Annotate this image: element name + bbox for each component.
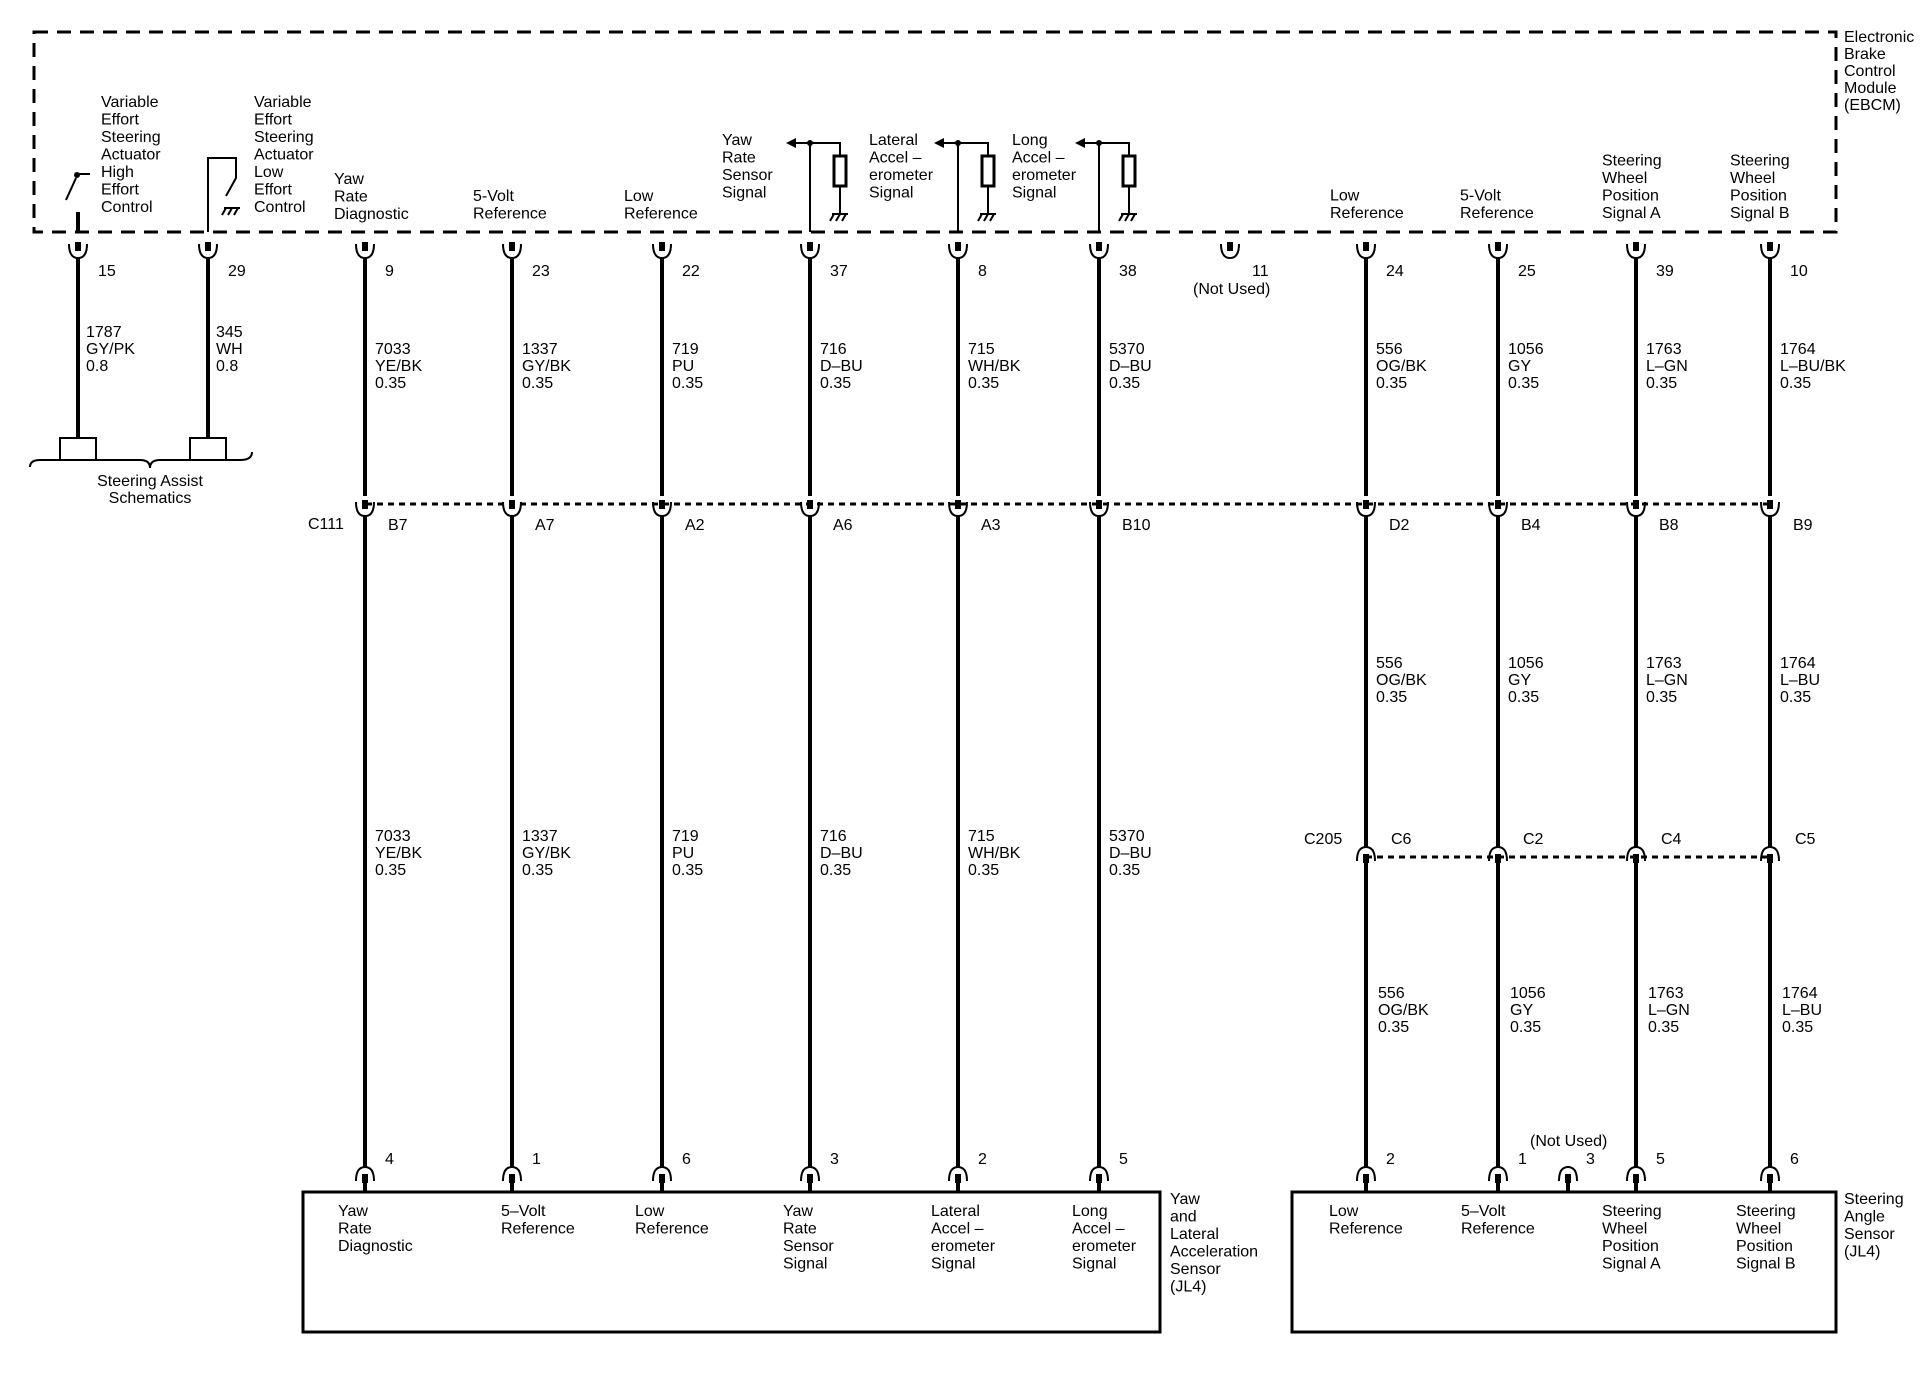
sensor-pin-label: Reference [635,1220,709,1238]
steering-assist-circuit-label: Effort [254,111,292,129]
sensor-pin-label: Signal [931,1255,976,1273]
sensor-pin-label: erometer [931,1238,996,1255]
wire-color: OG/BK [1378,1002,1429,1019]
c111-cup-stub [1495,500,1501,509]
wire-gauge: 0.35 [1780,689,1812,706]
wire-circuit-number: 556 [1378,985,1405,1002]
ebcm-pin-label: erometer [1012,167,1077,184]
sensor-pin-label: 5–Volt [1461,1203,1506,1220]
pin-number: 37 [830,263,848,280]
c205-cup-stub [1767,854,1773,863]
ebcm-name-label: Module [1844,80,1897,97]
c205-pin-number: C5 [1795,831,1816,848]
pin-cup-stub [955,242,961,251]
ebcm-pin-label: Lateral [869,132,918,149]
signal-feed [1081,143,1099,232]
pin-number: 23 [532,263,550,280]
ebcm-pin-label: Low [624,188,654,205]
unused-pin-number: 3 [1586,1151,1595,1168]
ebcm-pin-label: Rate [722,149,756,167]
signal-arrow [934,138,944,148]
wire-circuit-number: 1764 [1780,341,1816,358]
resistor [1123,156,1135,186]
wire-circuit-number: 5370 [1109,341,1145,358]
pin-number: 25 [1518,263,1536,280]
ebcm-pin-label: 5-Volt [473,188,514,205]
ebcm-pin-label: Steering [1730,152,1790,170]
sensor-pin-label: Lateral [931,1203,980,1220]
c111-pin-number: A6 [833,517,853,534]
c111-cup-stub [1363,500,1369,509]
sensor-pin-label: Accel – [1072,1220,1125,1238]
sensor-pin-label: Position [1602,1238,1659,1255]
c111-pin-number: D2 [1389,517,1410,534]
c111-label: C111 [308,516,344,533]
ebcm-name-label: (EBCM) [1844,97,1901,114]
pin-cup-stub [1363,242,1369,251]
sensor-pin-number: 1 [532,1151,541,1168]
wire-circuit-number: 1763 [1646,341,1682,358]
ebcm-pin-label: Signal [1012,184,1057,202]
yaw-sensor-name: Yaw [1170,1191,1200,1208]
c111-pin-number: B8 [1659,517,1679,534]
sensor-pin-label: Steering [1736,1203,1796,1220]
ebcm-pin-label: Long [1012,132,1048,149]
steering-assist-circuit-label: Variable [101,94,159,111]
sensor-pin-cup-stub [1633,1174,1639,1183]
wire-color: YE/BK [375,845,423,862]
sensor-pin-cup-stub [1767,1174,1773,1183]
sensor-pin-label: Signal [1072,1255,1117,1273]
wire-circuit-number: 715 [968,828,995,845]
c111-pin-number: A7 [535,517,555,534]
sensor-pin-number: 2 [978,1151,987,1168]
sensor-pin-cup-stub [955,1174,961,1183]
sensor-pin-label: Wheel [1736,1220,1782,1238]
pin-cup-stub [509,242,515,251]
wire-circuit-number: 5370 [1109,828,1145,845]
resistor-lead [810,143,840,156]
sensor-pin-label: Signal [783,1255,828,1273]
steering-assist-label: Schematics [108,490,192,507]
pin-number: 24 [1386,263,1404,280]
sensor-pin-label: Reference [1461,1220,1535,1238]
unused-pin-label: (Not Used) [1530,1133,1608,1150]
wire-circuit-number: 1764 [1780,655,1816,672]
wire-color: D–BU [1109,845,1152,862]
ebcm-pin-label: Reference [624,205,698,223]
yaw-sensor-name: Acceleration [1170,1243,1259,1261]
signal-arrow [1075,138,1085,148]
sensor-pin-cup-stub [509,1174,515,1183]
wire-gauge: 0.35 [672,862,704,879]
yaw-sensor-name: (JL4) [1170,1278,1207,1296]
sensor-pin-number: 2 [1386,1151,1395,1168]
c205-label: C205 [1304,831,1343,848]
wire-color: PU [672,845,695,862]
wire-gauge: 0.35 [1508,689,1540,706]
sensor-pin-label: Long [1072,1203,1108,1220]
c111-cup-stub [955,500,961,509]
pin-cup-stub [807,242,813,251]
c111-cup-stub [1633,500,1639,509]
sensor-pin-label: Signal B [1736,1255,1796,1273]
ground-symbol-hatch [978,214,982,221]
wire-gauge: 0.35 [1109,862,1141,879]
dynamic-layer [60,29,1914,1296]
steering-sensor-name: Sensor [1844,1226,1895,1243]
sensor-pin-label: Reference [1329,1220,1403,1238]
ebcm-pin-label: 5-Volt [1460,187,1501,205]
ebcm-pin-label: Reference [1330,205,1404,222]
steering-sensor-name: Steering [1844,1191,1904,1208]
c205-cup-stub [1495,854,1501,863]
wire-circuit-number: 719 [672,828,699,845]
sensor-pin-label: 5–Volt [501,1203,546,1220]
steering-assist-circuit-label: High [101,164,134,181]
ebcm-pin-label: Low [1330,187,1360,205]
wire-circuit-number: 556 [1376,341,1403,358]
steering-assist-circuit-label: Variable [254,94,312,111]
pin-cup-stub [1495,242,1501,251]
sensor-pin-number: 5 [1119,1151,1128,1168]
signal-arrow [786,138,796,148]
wire-circuit-number: 556 [1376,655,1403,672]
wire-gauge: 0.35 [1780,375,1812,392]
sensor-pin-number: 1 [1518,1151,1527,1168]
wire-color: PU [672,358,695,375]
ebcm-pin-label: Reference [473,205,547,223]
ebcm-pin-label: Accel – [1012,149,1065,167]
c111-pin-number: B7 [388,517,408,534]
signal-feed [792,143,810,232]
wire-circuit-number: 1056 [1508,655,1544,672]
c111-cup-stub [509,500,515,509]
wire-color: D–BU [820,358,863,375]
wire-circuit-number: 716 [820,341,847,358]
pin-cup-stub [75,242,81,251]
sensor-pin-number: 6 [682,1151,691,1168]
wire-circuit-number: 1787 [86,324,122,341]
ebcm-pin-label: erometer [869,167,934,184]
ground-symbol-hatch [990,214,994,221]
wire-circuit-number: 1763 [1648,985,1684,1002]
steering-assist-circuit-label: Steering [101,129,161,146]
pin-number: 8 [978,263,987,280]
yaw-sensor-name: and [1170,1208,1197,1226]
pin-number: 29 [228,263,246,280]
resistor [834,156,846,186]
sensor-pin-label: Steering [1602,1203,1662,1220]
wire-gauge: 0.35 [522,375,554,392]
pin-cup-stub [1633,242,1639,251]
steering-assist-label: Steering Assist [97,473,203,490]
steering-assist-circuit-label: Steering [254,129,314,146]
ebcm-pin-label: Position [1602,187,1659,205]
wire-color: L–GN [1646,358,1688,375]
ebcm-pin-label: Reference [1460,205,1534,222]
wire-circuit-number: 1056 [1508,341,1544,358]
wire-circuit-number: 1764 [1782,985,1818,1002]
switch-arm [66,178,76,200]
wire-circuit-number: 7033 [375,828,411,845]
sensor-pin-number: 3 [830,1151,839,1168]
wire-color: GY [1508,672,1532,689]
wire-circuit-number: 1056 [1510,985,1546,1002]
sensor-pin-label: Low [1329,1203,1359,1220]
ebcm-pin-label: Wheel [1602,170,1648,187]
sensor-pin-label: Reference [501,1220,575,1238]
wire-circuit-number: 715 [968,341,995,358]
steering-assist-circuit-label: Control [254,199,306,216]
steering-assist-circuit-label: Effort [101,111,139,129]
ebcm-pin-label: Diagnostic [334,206,409,223]
wire-gauge: 0.35 [672,375,704,392]
connector-bracket [190,438,226,460]
wire-color: L–BU [1780,672,1821,689]
wire-gauge: 0.35 [1109,375,1141,392]
ebcm-pin-label: Yaw [722,132,752,149]
ground-symbol-hatch [222,208,226,215]
wire-gauge: 0.35 [968,862,1000,879]
sensor-pin-label: Yaw [783,1203,813,1220]
sensor-pin-number: 4 [385,1151,394,1168]
steering-assist-circuit-label: Actuator [254,146,314,164]
wire-color: GY/BK [522,358,571,375]
sensor-pin-cup-stub [362,1174,368,1183]
wire-gauge: 0.35 [820,375,852,392]
wire-color: WH/BK [968,845,1021,862]
switch-node [74,172,80,178]
c205-cup-stub [1363,854,1369,863]
wire-color: D–BU [1109,358,1152,375]
ground-symbol-hatch [1131,214,1135,221]
pin-cup-stub [205,242,211,251]
wire-gauge: 0.35 [1376,689,1408,706]
ground-symbol-hatch [1125,214,1129,221]
wire-color: WH/BK [968,358,1021,375]
sensor-pin-label: Rate [338,1220,372,1238]
wire-circuit-number: 1337 [522,828,558,845]
ebcm-name-label: Electronic [1844,29,1915,46]
sensor-pin-label: Sensor [783,1238,834,1255]
ebcm-pin-label: Accel – [869,149,922,167]
wire-circuit-number: 716 [820,828,847,845]
wire-color: GY [1508,358,1532,375]
connector-bracket [60,438,96,460]
switch-arm [208,158,236,232]
c205-pin-number: C6 [1391,831,1412,848]
ground-symbol-hatch [984,214,988,221]
sensor-pin-label: Diagnostic [338,1238,413,1255]
wire-gauge: 0.35 [1646,375,1678,392]
c205-pin-number: C4 [1661,831,1682,848]
sensor-pin-number: 6 [1790,1151,1799,1168]
wire-circuit-number: 1337 [522,341,558,358]
ebcm-name-label: Brake [1844,46,1886,63]
wire-gauge: 0.35 [375,862,407,879]
ground-symbol-hatch [234,208,238,215]
ebcm-name-label: Control [1844,63,1896,80]
steering-assist-circuit-label: Actuator [101,146,161,164]
ebcm-pin-label: Sensor [722,167,773,184]
resistor [982,156,994,186]
steering-assist-circuit-label: Effort [254,181,292,199]
wire-gauge: 0.35 [820,862,852,879]
sensor-pin-label: erometer [1072,1238,1137,1255]
c111-pin-number: B10 [1122,517,1151,534]
sensor-pin-cup-stub [1495,1174,1501,1183]
pin-cup-stub [1096,242,1102,251]
wire-gauge: 0.35 [522,862,554,879]
pin-number: 39 [1656,263,1674,280]
c111-cup-stub [807,500,813,509]
ground-symbol-hatch [830,214,834,221]
wire-gauge: 0.35 [1648,1019,1680,1036]
wire-gauge: 0.8 [86,358,109,375]
steering-assist-circuit-label: Low [254,164,284,181]
pin-number: 10 [1790,263,1808,280]
c111-pin-number: A2 [685,517,705,534]
sensor-pin-label: Yaw [338,1203,368,1220]
wire-color: YE/BK [375,358,423,375]
sensor-pin-number: 5 [1656,1151,1665,1168]
c111-pin-number: B4 [1521,517,1541,534]
pin-number: 22 [682,263,700,280]
steering-assist-brace [30,452,252,468]
wire-color: OG/BK [1376,358,1427,375]
wire-gauge: 0.35 [375,375,407,392]
wire-color: GY/PK [86,341,135,358]
wire-circuit-number: 1763 [1646,655,1682,672]
wire-gauge: 0.8 [216,358,239,375]
c111-pin-number: B9 [1793,517,1813,534]
yaw-sensor-name: Lateral [1170,1226,1219,1243]
sensor-pin-label: Low [635,1203,665,1220]
wire-gauge: 0.35 [1378,1019,1410,1036]
ebcm-pin-label: Wheel [1730,170,1776,187]
steering-assist-circuit-label: Control [101,199,153,216]
sensor-pin-cup-stub [1096,1174,1102,1183]
wire-circuit-number: 7033 [375,341,411,358]
ground-symbol-hatch [836,214,840,221]
wire-color: L–BU/BK [1780,358,1846,375]
steering-sensor-name: Angle [1844,1208,1885,1226]
c205-pin-number: C2 [1523,831,1544,848]
wire-color: D–BU [820,845,863,862]
pin-number: 15 [98,263,116,280]
wire-color: OG/BK [1376,672,1427,689]
wire-circuit-number: 345 [216,324,243,341]
pin-cup-stub [1767,242,1773,251]
pin-number: 9 [385,263,394,280]
c111-cup-stub [1767,500,1773,509]
resistor-lead [958,143,988,156]
sensor-pin-label: Position [1736,1238,1793,1255]
signal-feed [940,143,958,232]
unused-pin-label: (Not Used) [1193,281,1271,298]
ebcm-pin-label: Steering [1602,152,1662,170]
ebcm-pin-label: Rate [334,188,368,206]
wire-gauge: 0.35 [1782,1019,1814,1036]
c111-cup-stub [362,500,368,509]
sensor-pin-cup-stub [659,1174,665,1183]
ebcm-pin-label: Yaw [334,171,364,188]
pin-number: 38 [1119,263,1137,280]
steering-assist-circuit-label: Effort [101,181,139,199]
ebcm-pin-label: Signal A [1602,205,1661,222]
sensor-pin-label: Signal A [1602,1255,1661,1273]
ebcm-pin-label: Signal [722,184,767,202]
c111-cup-stub [1096,500,1102,509]
wire-gauge: 0.35 [968,375,1000,392]
wire-gauge: 0.35 [1508,375,1540,392]
wire-gauge: 0.35 [1376,375,1408,392]
ebcm-pin-label: Signal B [1730,205,1790,222]
wire-gauge: 0.35 [1646,689,1678,706]
wire-color: GY/BK [522,845,571,862]
wire-color: L–GN [1646,672,1688,689]
ground-symbol-hatch [842,214,846,221]
unused-pin-number: 11 [1252,263,1269,280]
wire-color: L–GN [1648,1002,1690,1019]
sensor-pin-label: Wheel [1602,1220,1648,1238]
wire-circuit-number: 719 [672,341,699,358]
unused-pin-cup-stub [1565,1174,1571,1183]
sensor-pin-label: Rate [783,1220,817,1238]
wire-color: L–BU [1782,1002,1823,1019]
pin-cup-stub [659,242,665,251]
yaw-lateral-sensor-box [303,1192,1160,1332]
ground-symbol-hatch [1119,214,1123,221]
c111-pin-number: A3 [981,517,1001,534]
sensor-pin-cup-stub [807,1174,813,1183]
wire-color: WH [216,341,243,358]
ebcm-pin-label: Position [1730,187,1787,205]
resistor-lead [1099,143,1129,156]
wire-gauge: 0.35 [1510,1019,1542,1036]
wire-color: GY [1510,1002,1534,1019]
yaw-sensor-name: Sensor [1170,1261,1221,1278]
ground-symbol-hatch [228,208,232,215]
c111-cup-stub [659,500,665,509]
c205-cup-stub [1633,854,1639,863]
sensor-pin-cup-stub [1363,1174,1369,1183]
ebcm-pin-label: Signal [869,184,914,202]
pin-cup-stub [362,242,368,251]
sensor-pin-label: Accel – [931,1220,984,1238]
steering-sensor-name: (JL4) [1844,1243,1881,1261]
unused-pin-cup-stub [1227,242,1233,251]
